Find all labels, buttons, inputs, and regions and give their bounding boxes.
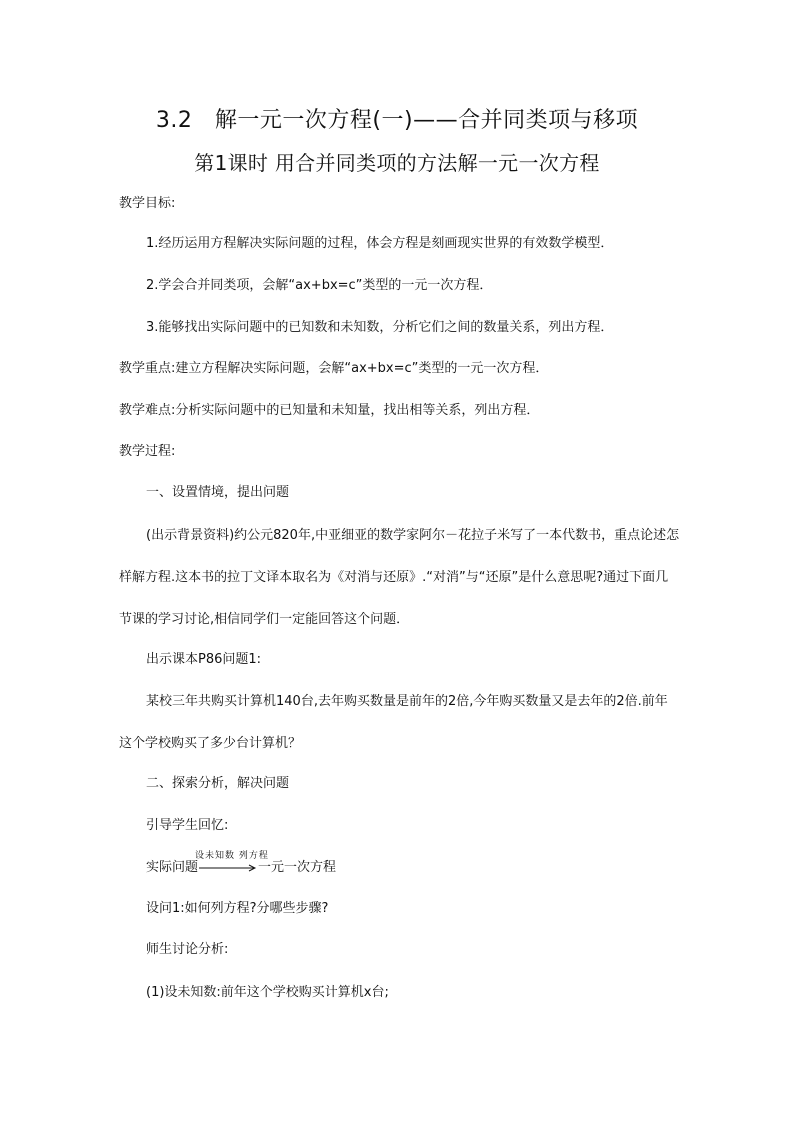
guide-text: 引导学生回忆: bbox=[146, 818, 229, 833]
difficulty: 教学难点:分析实际问题中的已知量和未知量，找出相等关系，列出方程． bbox=[119, 403, 540, 418]
process-heading: 教学过程: bbox=[119, 444, 176, 459]
show-problem: 出示课本P86问题1: bbox=[146, 652, 262, 667]
step-1: (1)设未知数:前年这个学校购买计算机x台; bbox=[146, 985, 389, 1000]
problem-line: 某校三年共购买计算机140台,去年购买数量是前年的2倍,今年购买数量又是去年的2倍.前年 bbox=[146, 694, 668, 709]
flow-arrow bbox=[195, 851, 269, 876]
problem-line: 这个学校购买了多少台计算机？ bbox=[119, 736, 302, 751]
objective-item: 1.经历运用方程解决实际问题的过程，体会方程是刻画现实世界的有效数学模型． bbox=[146, 236, 614, 251]
background-line: 节课的学习讨论,相信同学们一定能回答这个问题． bbox=[119, 612, 410, 627]
background-line: (出示背景资料)约公元820年,中亚细亚的数学家阿尔－花拉子米写了一本代数书，重点论述怎 bbox=[146, 528, 680, 543]
arrow-icon bbox=[199, 864, 257, 872]
key-point: 教学重点:建立方程解决实际问题，会解“ax+bx=c”类型的一元一次方程． bbox=[119, 361, 549, 376]
flow-end: 一元一次方程 bbox=[258, 860, 337, 875]
discussion-label: 师生讨论分析: bbox=[146, 942, 229, 957]
flow-start: 实际问题 bbox=[146, 860, 199, 875]
lesson-subtitle: 第1课时 用合并同类项的方法解一元一次方程 bbox=[194, 151, 600, 175]
flow-diagram bbox=[146, 851, 337, 876]
background-line: 样解方程.这本书的拉丁文译本取名为《对消与还原》.“对消”与“还原”是什么意思呢?通过下面几 bbox=[119, 570, 669, 585]
flow-arrow-label: 设未知数 列方程 bbox=[195, 851, 269, 861]
lesson-title: 3.2 解一元一次方程(一)——合并同类项与移项 bbox=[155, 108, 639, 133]
objective-item: 3.能够找出实际问题中的已知数和未知数，分析它们之间的数量关系，列出方程． bbox=[146, 320, 614, 335]
question-1: 设问1:如何列方程?分哪些步骤? bbox=[146, 901, 329, 916]
section2-heading: 二、探索分析，解决问题 bbox=[146, 776, 290, 791]
objective-item: 2.学会合并同类项，会解“ax+bx=c”类型的一元一次方程． bbox=[146, 278, 493, 293]
objectives-heading: 教学目标: bbox=[119, 196, 176, 211]
section1-heading: 一、设置情境，提出问题 bbox=[146, 485, 290, 500]
